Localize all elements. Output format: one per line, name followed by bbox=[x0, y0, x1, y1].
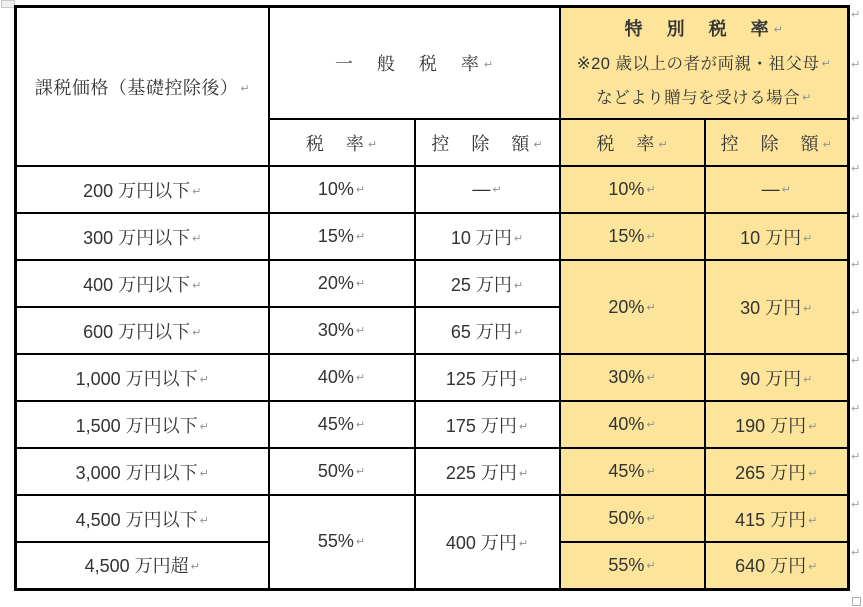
return-mark-icon: ↵ bbox=[646, 465, 656, 478]
table-row bbox=[16, 495, 849, 542]
return-mark-icon: ↵ bbox=[513, 278, 524, 292]
header-special-rate-title: 特 別 税 率 ↵ bbox=[624, 18, 783, 39]
return-mark-icon: ↵ bbox=[367, 137, 378, 151]
return-mark-icon: ↵ bbox=[513, 231, 524, 245]
table-row bbox=[16, 401, 849, 448]
return-mark-icon: ↵ bbox=[518, 419, 529, 433]
header-taxable-price bbox=[16, 7, 269, 167]
cell-bracket: 1,500 万円以下 ↵ bbox=[16, 401, 269, 448]
return-mark-icon: ↵ bbox=[802, 90, 812, 104]
return-mark-icon: ↵ bbox=[646, 512, 656, 525]
subheader-special-deduction: 控 除 額 ↵ bbox=[705, 119, 849, 166]
return-mark-icon: ↵ bbox=[781, 183, 791, 196]
return-mark-icon: ↵ bbox=[646, 230, 656, 243]
cell-general-deduction: 175 万円 ↵ bbox=[415, 401, 560, 448]
return-mark-icon: ↵ bbox=[190, 560, 200, 574]
cell-general-deduction: 10 万円 ↵ bbox=[415, 213, 560, 260]
header-special-rate bbox=[560, 7, 849, 120]
return-mark-icon: ↵ bbox=[199, 419, 209, 433]
cell-special-rate: 55% ↵ bbox=[560, 542, 705, 589]
cell-general-deduction: 65 万円 ↵ bbox=[415, 307, 560, 354]
cell-special-deduction: ― ↵ bbox=[705, 166, 849, 213]
return-mark-icon: ↵ bbox=[851, 546, 861, 559]
cell-general-deduction: 225 万円 ↵ bbox=[415, 448, 560, 495]
return-mark-icon: ↵ bbox=[851, 210, 861, 223]
return-mark-icon: ↵ bbox=[355, 277, 366, 290]
return-mark-icon: ↵ bbox=[513, 325, 524, 339]
return-mark-icon: ↵ bbox=[355, 324, 366, 337]
cell-general-deduction: 125 万円 ↵ bbox=[415, 354, 560, 401]
cell-general-deduction: 25 万円 ↵ bbox=[415, 260, 560, 307]
table-resize-handle[interactable] bbox=[852, 597, 861, 606]
cell-bracket: 4,500 万円超 ↵ bbox=[16, 542, 269, 589]
return-mark-icon: ↵ bbox=[808, 560, 818, 574]
cell-special-rate: 45% ↵ bbox=[560, 448, 705, 495]
cell-bracket: 4,500 万円以下 ↵ bbox=[16, 495, 269, 542]
cell-special-rate-merged: 20% ↵ bbox=[560, 260, 705, 354]
table-row bbox=[16, 448, 849, 495]
return-mark-icon: ↵ bbox=[808, 513, 818, 527]
cell-special-rate: 40% ↵ bbox=[560, 401, 705, 448]
cell-general-rate-merged: 55% ↵ bbox=[269, 495, 415, 589]
cell-bracket: 1,000 万円以下 ↵ bbox=[16, 354, 269, 401]
header-taxable-price-label: 課税価格（基礎控除後） bbox=[34, 77, 239, 98]
return-mark-icon: ↵ bbox=[199, 513, 209, 527]
cell-special-rate: 50% ↵ bbox=[560, 495, 705, 542]
return-mark-icon: ↵ bbox=[821, 56, 831, 70]
return-mark-icon: ↵ bbox=[192, 325, 202, 339]
subheader-special-rate: 税 率 ↵ bbox=[560, 119, 705, 166]
cell-bracket: 200 万円以下 ↵ bbox=[16, 166, 269, 213]
cell-special-rate: 10% ↵ bbox=[560, 166, 705, 213]
return-mark-icon: ↵ bbox=[851, 306, 861, 319]
return-mark-icon: ↵ bbox=[803, 302, 813, 315]
cell-general-rate: 30% ↵ bbox=[269, 307, 415, 354]
cell-special-rate: 15% ↵ bbox=[560, 213, 705, 260]
cell-general-rate: 40% ↵ bbox=[269, 354, 415, 401]
return-mark-icon: ↵ bbox=[199, 466, 209, 480]
return-mark-icon: ↵ bbox=[355, 418, 366, 431]
return-mark-icon: ↵ bbox=[808, 466, 818, 480]
return-mark-icon: ↵ bbox=[773, 22, 783, 36]
return-mark-icon: ↵ bbox=[355, 465, 366, 478]
cell-general-rate: 10% ↵ bbox=[269, 166, 415, 213]
return-mark-icon: ↵ bbox=[518, 372, 529, 386]
header-general-rate bbox=[269, 7, 560, 120]
return-mark-icon: ↵ bbox=[483, 58, 494, 71]
return-mark-icon: ↵ bbox=[355, 230, 366, 243]
return-mark-icon: ↵ bbox=[851, 162, 861, 175]
cell-bracket: 600 万円以下 ↵ bbox=[16, 307, 269, 354]
return-mark-icon: ↵ bbox=[851, 402, 861, 415]
cell-bracket: 300 万円以下 ↵ bbox=[16, 213, 269, 260]
cell-special-deduction: 90 万円 ↵ bbox=[705, 354, 849, 401]
cell-general-deduction-merged: 400 万円 ↵ bbox=[415, 495, 560, 589]
return-mark-icon: ↵ bbox=[851, 498, 861, 511]
return-mark-icon: ↵ bbox=[851, 354, 861, 367]
cell-general-rate: 15% ↵ bbox=[269, 213, 415, 260]
return-mark-icon: ↵ bbox=[518, 536, 529, 550]
table-row bbox=[16, 354, 849, 401]
return-mark-icon: ↵ bbox=[192, 184, 202, 198]
return-mark-icon: ↵ bbox=[803, 372, 813, 386]
return-mark-icon: ↵ bbox=[240, 81, 250, 95]
return-mark-icon: ↵ bbox=[533, 137, 543, 151]
cell-general-rate: 45% ↵ bbox=[269, 401, 415, 448]
subheader-general-rate: 税 率 ↵ bbox=[269, 119, 415, 166]
return-mark-icon: ↵ bbox=[851, 112, 861, 125]
cell-general-deduction: ― ↵ bbox=[415, 166, 560, 213]
return-mark-icon: ↵ bbox=[658, 137, 668, 151]
return-mark-icon: ↵ bbox=[492, 183, 502, 196]
return-mark-icon: ↵ bbox=[518, 466, 529, 480]
table-row bbox=[16, 213, 849, 260]
table-move-handle[interactable] bbox=[1, 0, 15, 8]
cell-special-deduction: 415 万円 ↵ bbox=[705, 495, 849, 542]
cell-bracket: 3,000 万円以下 ↵ bbox=[16, 448, 269, 495]
return-mark-icon: ↵ bbox=[646, 558, 656, 572]
cell-general-rate: 20% ↵ bbox=[269, 260, 415, 307]
return-mark-icon: ↵ bbox=[851, 258, 861, 271]
subheader-general-deduction: 控 除 額 ↵ bbox=[415, 119, 560, 166]
return-mark-icon: ↵ bbox=[803, 231, 813, 245]
header-special-rate-note-line2: などより贈与を受ける場合 ↵ bbox=[596, 88, 812, 107]
return-mark-icon: ↵ bbox=[851, 450, 861, 463]
return-mark-icon: ↵ bbox=[851, 8, 861, 21]
cell-general-rate: 50% ↵ bbox=[269, 448, 415, 495]
return-mark-icon: ↵ bbox=[199, 372, 209, 386]
return-mark-icon: ↵ bbox=[808, 419, 818, 433]
cell-special-deduction: 265 万円 ↵ bbox=[705, 448, 849, 495]
return-mark-icon: ↵ bbox=[646, 300, 656, 314]
cell-special-deduction: 640 万円 ↵ bbox=[705, 542, 849, 589]
cell-special-deduction: 10 万円 ↵ bbox=[705, 213, 849, 260]
return-mark-icon: ↵ bbox=[822, 137, 832, 151]
return-mark-icon: ↵ bbox=[192, 278, 202, 292]
return-mark-icon: ↵ bbox=[355, 183, 366, 196]
return-mark-icon: ↵ bbox=[646, 183, 656, 196]
return-mark-icon: ↵ bbox=[646, 418, 656, 431]
table-row bbox=[16, 260, 849, 307]
return-mark-icon: ↵ bbox=[192, 231, 202, 245]
header-special-rate-note-line1: ※20 歳以上の者が両親・祖父母 ↵ bbox=[576, 54, 831, 73]
return-mark-icon: ↵ bbox=[851, 58, 861, 71]
cell-special-deduction-merged: 30 万円 ↵ bbox=[705, 260, 849, 354]
return-mark-icon: ↵ bbox=[355, 371, 366, 384]
gift-tax-rate-table bbox=[14, 5, 850, 591]
return-mark-icon: ↵ bbox=[646, 371, 656, 384]
cell-special-deduction: 190 万円 ↵ bbox=[705, 401, 849, 448]
table-row bbox=[16, 166, 849, 213]
header-general-rate-label: 一 般 税 率 bbox=[334, 54, 482, 74]
return-mark-icon: ↵ bbox=[355, 535, 366, 549]
cell-special-rate: 30% ↵ bbox=[560, 354, 705, 401]
cell-bracket: 400 万円以下 ↵ bbox=[16, 260, 269, 307]
